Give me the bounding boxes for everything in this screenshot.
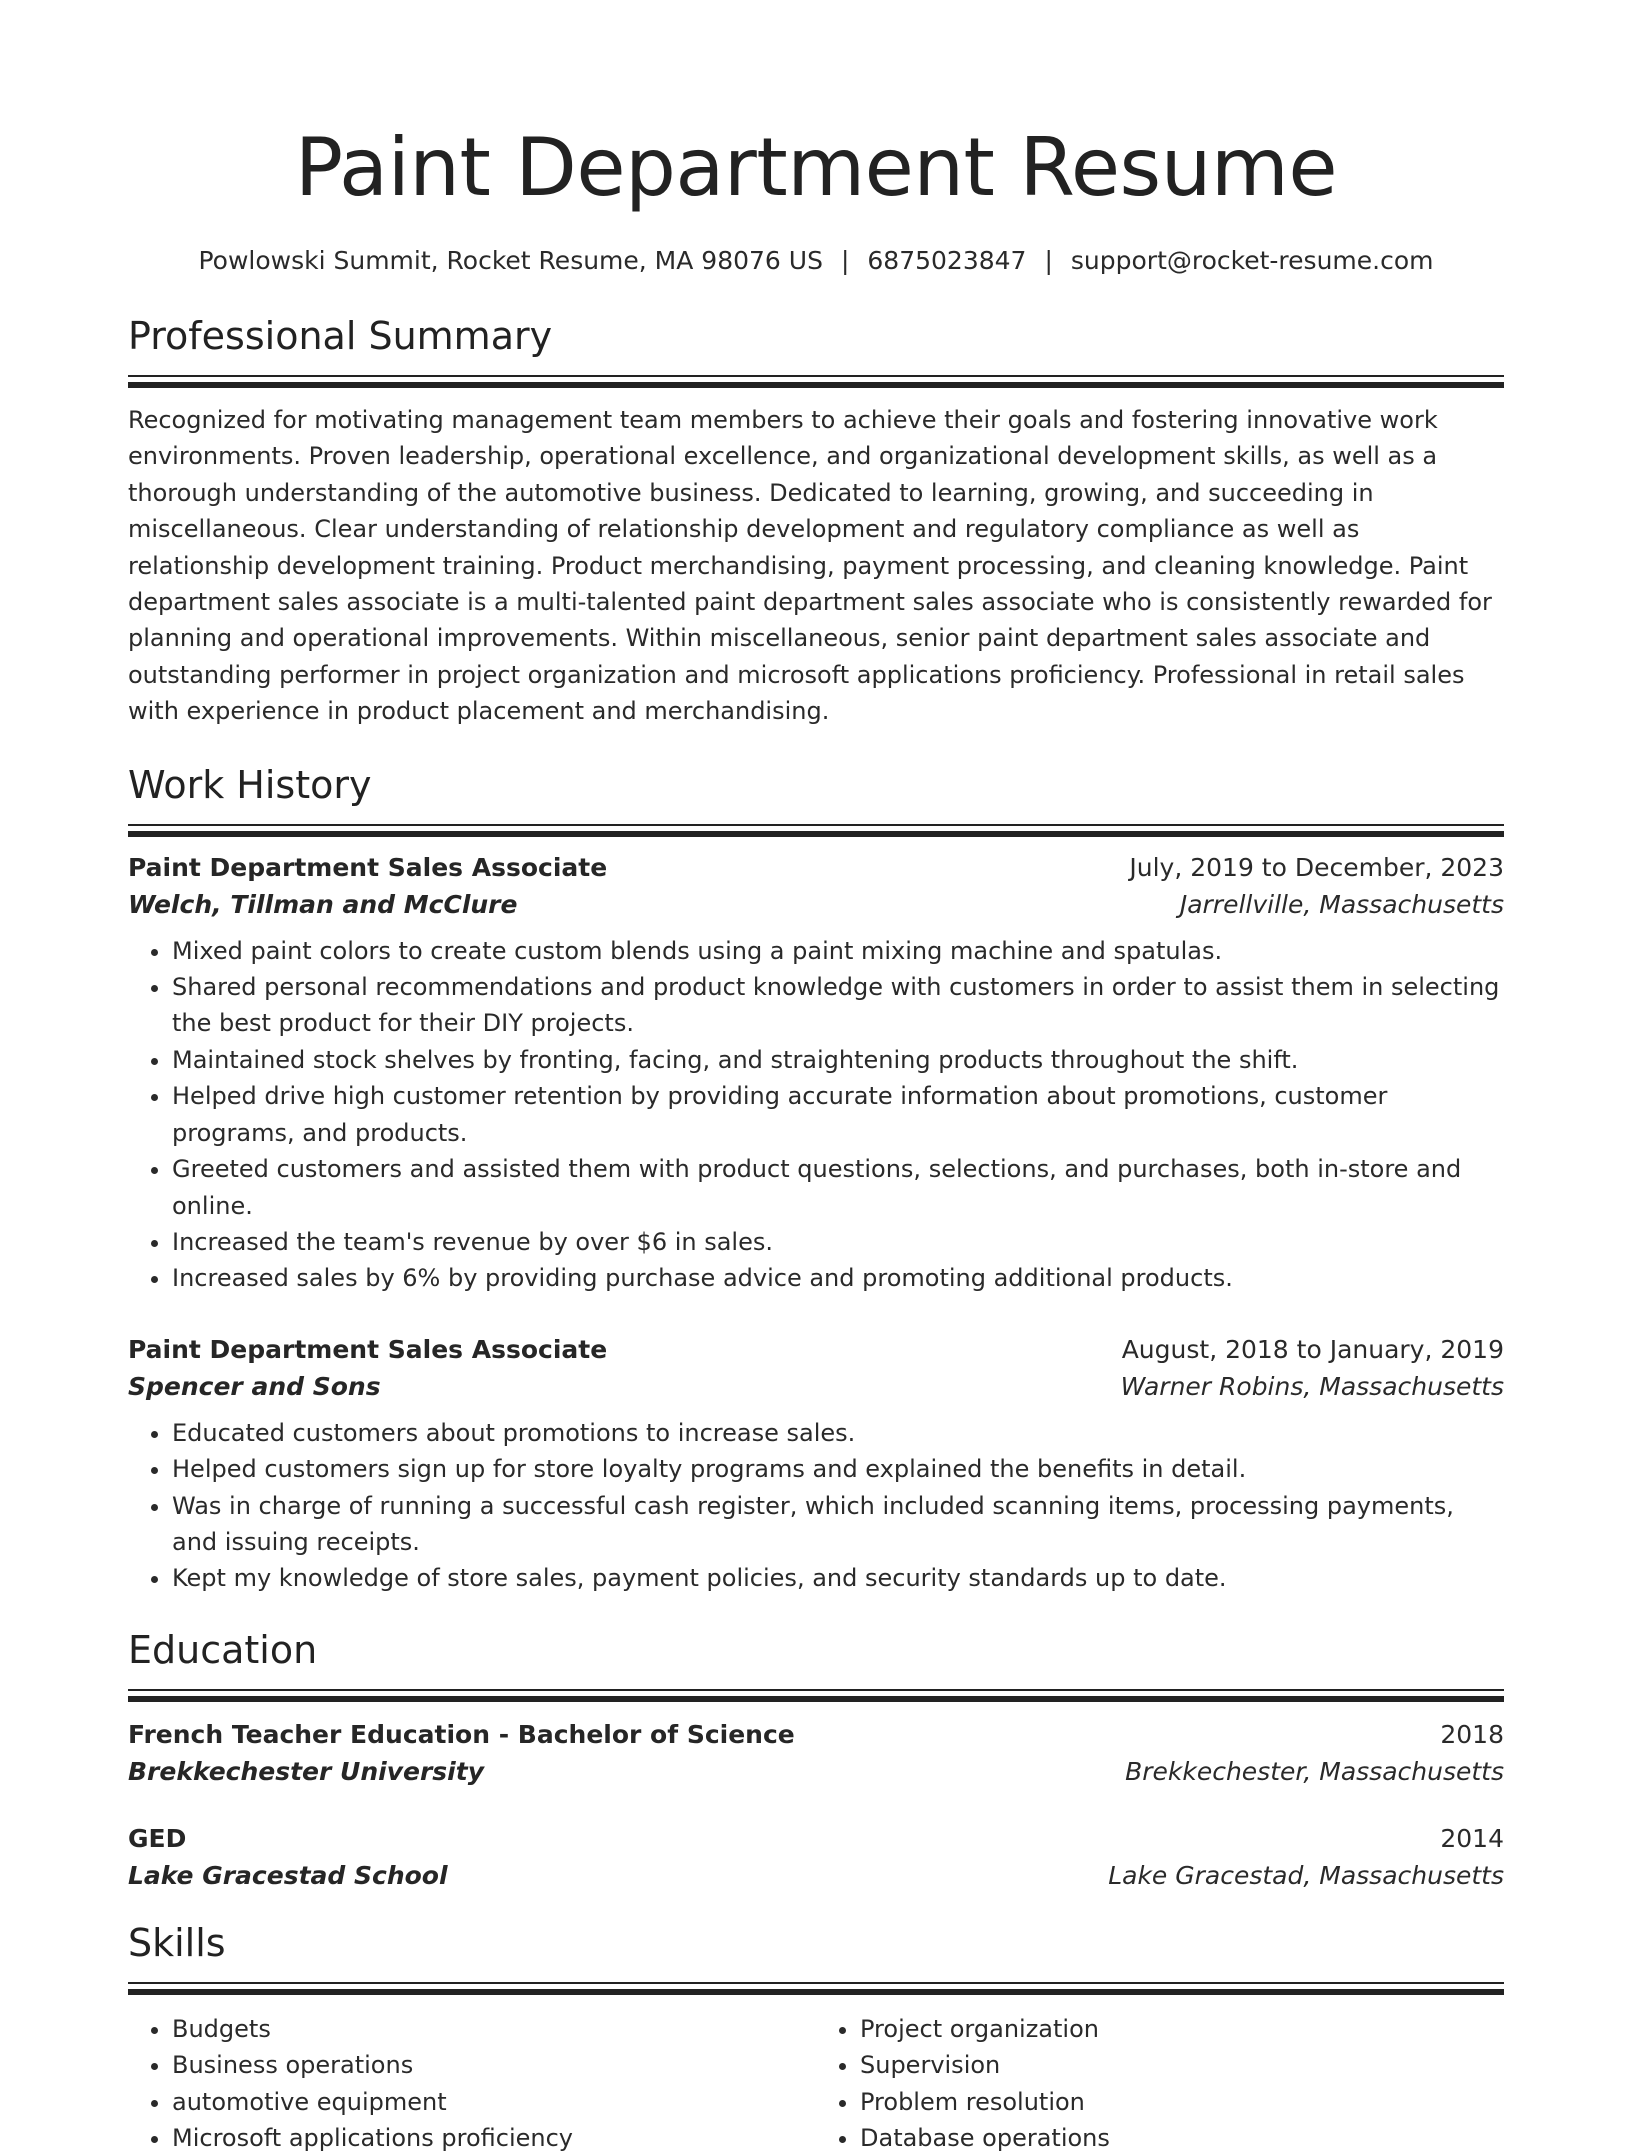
list-item: • Increased sales by 6% by providing purchase advice and promoting additional products. bbox=[172, 1260, 1504, 1296]
list-item: • Helped customers sign up for store loyalty programs and explained the benefits in detail. bbox=[172, 1451, 1504, 1487]
job-company: Spencer and Sons bbox=[128, 1371, 381, 1401]
resume-title: Paint Department Resume bbox=[294, 121, 1338, 214]
section-title-education: Education bbox=[128, 1627, 318, 1672]
job-location: Jarrellville, Massachusetts bbox=[1179, 889, 1504, 919]
education-year: 2014 bbox=[1440, 1823, 1504, 1853]
skill-item: • Business operations bbox=[172, 2047, 816, 2083]
skills-list bbox=[128, 2011, 816, 2156]
section-divider bbox=[128, 824, 1504, 837]
skill-item: • Microsoft applications proficiency bbox=[172, 2120, 816, 2156]
list-item: • Shared personal recommendations and product knowledge with customers in order to assist them in selecting the best product for their DIY projects. bbox=[172, 969, 1504, 1042]
list-item: • Kept my knowledge of store sales, payment policies, and security standards up to date. bbox=[172, 1560, 1504, 1596]
job-dates: August, 2018 to January, 2019 bbox=[1121, 1334, 1504, 1364]
education-entry bbox=[128, 1824, 1504, 1890]
list-item: • Maintained stock shelves by fronting, facing, and straightening products throughout the shift. bbox=[172, 1042, 1504, 1078]
list-item: • Greeted customers and assisted them with product questions, selections, and purchases, both in-store and online. bbox=[172, 1151, 1504, 1224]
work-section bbox=[128, 762, 1504, 1597]
job-dates: July, 2019 to December, 2023 bbox=[1129, 852, 1504, 882]
summary-section bbox=[128, 314, 1504, 730]
education-entry bbox=[128, 1720, 1504, 1786]
contact-separator: | bbox=[840, 246, 850, 275]
contact-address: Powlowski Summit, Rocket Resume, MA 98076 US bbox=[198, 246, 823, 275]
list-item: • Increased the team's revenue by over $6 in sales. bbox=[172, 1224, 1504, 1260]
job-bullets bbox=[128, 1415, 1504, 1597]
education-degree: GED bbox=[128, 1823, 187, 1853]
job-entry bbox=[128, 1335, 1504, 1597]
skills-columns bbox=[128, 2011, 1504, 2156]
job-title: Paint Department Sales Associate bbox=[128, 1334, 608, 1364]
contact-separator: | bbox=[1044, 246, 1053, 275]
summary-text: Recognized for motivating management team members to achieve their goals and fostering innovative work environments. Proven leadership, operational excellence, and organizational development skills, as well as a thorough understanding of the automotive business. Dedicated to learning, growing, and succeeding in miscellaneous. Clear understanding of relationship development and regulatory compliance as well as relationship development training. Product merchandising, payment processing, and cleaning knowledge. Paint department sales associate is a multi-talented paint department sales associate who is consistently rewarded for planning and operational improvements. Within miscellaneous, senior paint department sales associate and outstanding performer in project organization and microsoft applications proficiency. Professional in retail sales with experience in product placement and merchandising. bbox=[128, 406, 1492, 726]
skill-item: • Database operations bbox=[860, 2120, 1504, 2156]
job-bullets bbox=[128, 933, 1504, 1297]
list-item: • Helped drive high customer retention by providing accurate information about promotions, customer programs, and products. bbox=[172, 1078, 1504, 1151]
section-title-work: Work History bbox=[128, 762, 372, 807]
skill-item: • Project organization bbox=[860, 2011, 1504, 2047]
section-divider bbox=[128, 375, 1504, 388]
skills-column-right bbox=[816, 2011, 1504, 2156]
education-location: Brekkechester, Massachusetts bbox=[1125, 1756, 1504, 1786]
list-item: • Educated customers about promotions to increase sales. bbox=[172, 1415, 1504, 1451]
list-item: • Mixed paint colors to create custom blends using a paint mixing machine and spatulas. bbox=[172, 933, 1504, 969]
list-item: • Was in charge of running a successful cash register, which included scanning items, processing payments, and issuing receipts. bbox=[172, 1488, 1504, 1561]
contact-line bbox=[128, 246, 1504, 275]
education-school: Lake Gracestad School bbox=[128, 1860, 448, 1890]
skills-column-left bbox=[128, 2011, 816, 2156]
contact-phone: 6875023847 bbox=[867, 246, 1027, 275]
job-location: Warner Robins, Massachusetts bbox=[1120, 1371, 1504, 1401]
job-entry bbox=[128, 853, 1504, 1297]
contact-email: support@rocket-resume.com bbox=[1070, 246, 1434, 275]
skills-section bbox=[128, 1920, 1504, 2156]
skill-item: • automotive equipment bbox=[172, 2084, 816, 2120]
section-divider bbox=[128, 1982, 1504, 1995]
skill-item: • Problem resolution bbox=[860, 2084, 1504, 2120]
education-location: Lake Gracestad, Massachusetts bbox=[1108, 1860, 1504, 1890]
job-company: Welch, Tillman and McClure bbox=[128, 889, 518, 919]
section-divider bbox=[128, 1689, 1504, 1702]
skill-item: • Supervision bbox=[860, 2047, 1504, 2083]
skill-item: • Budgets bbox=[172, 2011, 816, 2047]
education-section bbox=[128, 1627, 1504, 1890]
job-title: Paint Department Sales Associate bbox=[128, 852, 608, 882]
section-title-summary: Professional Summary bbox=[128, 314, 553, 358]
education-year: 2018 bbox=[1440, 1719, 1504, 1749]
section-title-skills: Skills bbox=[128, 1920, 226, 1965]
education-degree: French Teacher Education - Bachelor of Science bbox=[128, 1719, 795, 1749]
skills-list bbox=[816, 2011, 1504, 2156]
education-school: Brekkechester University bbox=[128, 1756, 484, 1786]
